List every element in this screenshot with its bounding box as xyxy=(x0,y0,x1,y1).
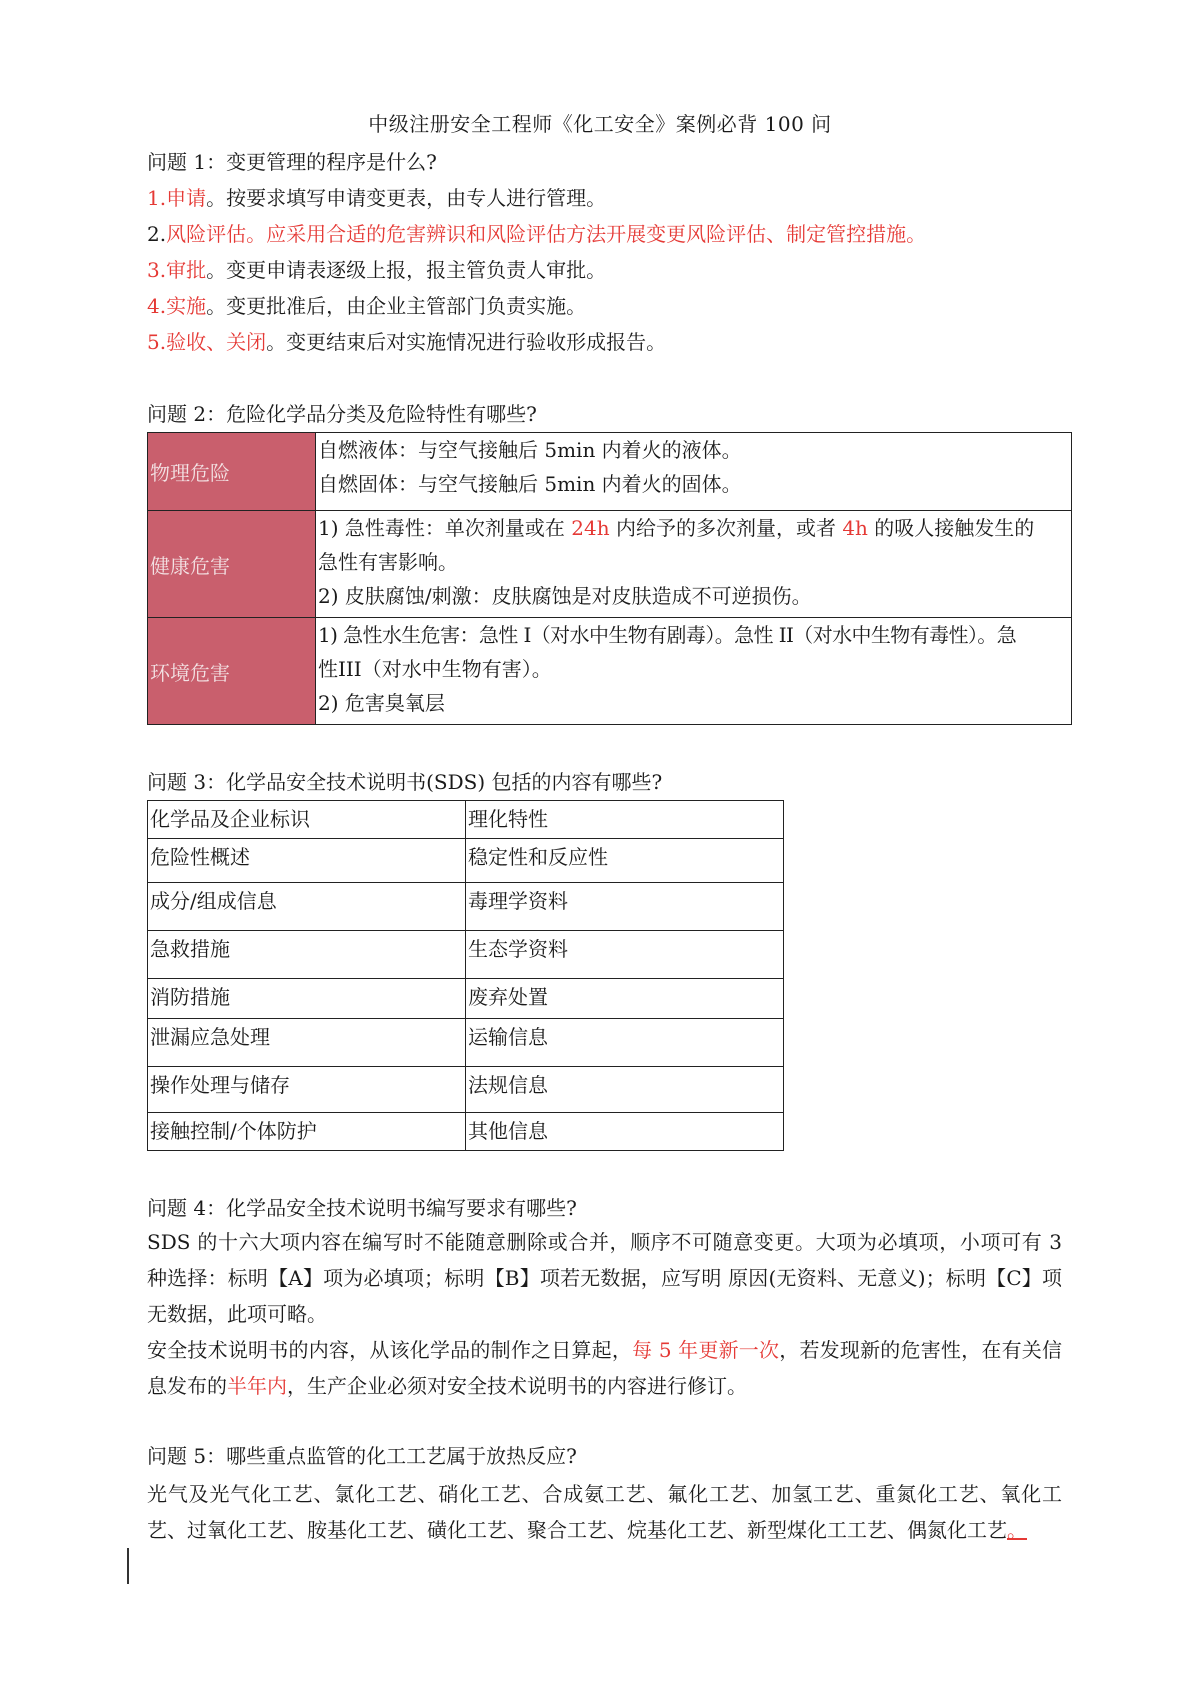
detail-line: 2) 危害臭氧层 xyxy=(318,691,445,715)
q4-highlight: 半年内 xyxy=(227,1374,287,1398)
sds-cell: 化学品及企业标识 xyxy=(148,801,466,839)
q1-item-rest: 。变更申请表逐级上报，报主管负责人审批。 xyxy=(206,258,607,282)
sds-cell: 接触控制/个体防护 xyxy=(148,1113,466,1151)
table-row xyxy=(148,883,784,931)
detail-line: 自燃液体：与空气接触后 5min 内着火的液体。 xyxy=(318,438,742,462)
table-row xyxy=(148,1113,784,1151)
q5-tail: 。 xyxy=(1007,1518,1027,1542)
table-row xyxy=(148,511,1072,618)
sds-cell: 生态学资料 xyxy=(466,931,784,979)
table-row xyxy=(148,618,1072,725)
sds-cell: 消防措施 xyxy=(148,979,466,1019)
detail-line: 2) 皮肤腐蚀/刺激：皮肤腐蚀是对皮肤造成不可逆损伤。 xyxy=(318,584,812,608)
q1-item-4 xyxy=(147,290,586,319)
sds-cell: 毒理学资料 xyxy=(466,883,784,931)
q5-text: 光气及光气化工艺、氯化工艺、硝化工艺、合成氨工艺、氟化工艺、加氢工艺、重氮化工艺、氧化工艺、过氧化工艺、胺基化工艺、磺化工艺、聚合工艺、烷基化工艺、新型煤化工工艺、偶氮化工艺 xyxy=(147,1482,1062,1542)
detail-text: 的吸人接触发生的 xyxy=(867,516,1035,540)
q1-item-key: 审批 xyxy=(166,258,207,282)
q1-question: 问题 1：变更管理的程序是什么? xyxy=(147,150,437,174)
q4-paragraph-2 xyxy=(147,1332,1062,1404)
q1-item-rest: 。变更批准后，由企业主管部门负责实施。 xyxy=(206,294,587,318)
q1-item-3 xyxy=(147,254,606,283)
detail-text: 1) 急性毒性：单次剂量或在 xyxy=(318,516,572,540)
hazard-detail xyxy=(316,618,1072,725)
page-title: 中级注册安全工程师《化工安全》案例必背 100 问 xyxy=(368,112,832,136)
q3-question: 问题 3：化学品安全技术说明书(SDS) 包括的内容有哪些? xyxy=(147,770,663,794)
q1-item-num: 5. xyxy=(147,330,167,354)
q1-item-2 xyxy=(147,218,926,247)
q1-item-key: 实施 xyxy=(166,294,207,318)
q4-text: 安全技术说明书的内容，从该化学品的制作之日算起， xyxy=(147,1338,633,1362)
q1-item-num: 3. xyxy=(147,258,167,282)
sds-cell: 危险性概述 xyxy=(148,839,466,883)
sds-cell: 急救措施 xyxy=(148,931,466,979)
text-cursor xyxy=(127,1548,129,1584)
detail-line: 1) 急性水生危害：急性 I（对水中生物有剧毒）。急性 II（对水中生物有毒性）。急 xyxy=(318,623,1017,647)
table-row xyxy=(148,433,1072,511)
sds-table xyxy=(147,800,784,1151)
q1-item-rest: 。变更结束后对实施情况进行验收形成报告。 xyxy=(266,330,667,354)
q5-question: 问题 5：哪些重点监管的化工工艺属于放热反应? xyxy=(147,1444,577,1468)
hazard-detail xyxy=(316,433,1072,511)
detail-highlight: 4h xyxy=(842,516,868,540)
table-row xyxy=(148,1067,784,1113)
q1-item-5 xyxy=(147,326,666,355)
q1-item-num: 4. xyxy=(147,294,167,318)
sds-cell: 稳定性和反应性 xyxy=(466,839,784,883)
q4-text: ，若发现新的危害性，在有关信息发布的 xyxy=(147,1338,1062,1398)
detail-line xyxy=(318,511,1069,545)
table-row xyxy=(148,839,784,883)
sds-cell: 废弃处置 xyxy=(466,979,784,1019)
detail-line: 性III（对水中生物有害）。 xyxy=(318,657,552,681)
sds-cell: 泄漏应急处理 xyxy=(148,1019,466,1067)
hazard-category: 物理危险 xyxy=(148,433,316,511)
detail-line: 急性有害影响。 xyxy=(318,550,458,574)
hazard-category: 环境危害 xyxy=(148,618,316,725)
hazard-table xyxy=(147,432,1072,725)
hazard-detail xyxy=(316,511,1072,618)
q1-item-num: 2. xyxy=(147,222,167,246)
detail-line: 自燃固体：与空气接触后 5min 内着火的固体。 xyxy=(318,472,742,496)
q4-paragraph-1: SDS 的十六大项内容在编写时不能随意删除或合并，顺序不可随意变更。大项为必填项，小项可有 3 种选择：标明【A】项为必填项；标明【B】项若无数据，应写明 原因(无资料、无意义)；标明【C】项无数据，此项可略。 xyxy=(147,1230,1062,1326)
detail-highlight: 24h xyxy=(571,516,610,540)
sds-cell: 其他信息 xyxy=(466,1113,784,1151)
hazard-category: 健康危害 xyxy=(148,511,316,618)
q2-question: 问题 2：危险化学品分类及危险特性有哪些? xyxy=(147,402,537,426)
q4-question: 问题 4：化学品安全技术说明书编写要求有哪些? xyxy=(147,1196,577,1220)
q4-text: ，生产企业必须对安全技术说明书的内容进行修订。 xyxy=(287,1374,747,1398)
q5-answer xyxy=(147,1476,1062,1548)
sds-cell: 操作处理与储存 xyxy=(148,1067,466,1113)
sds-cell: 理化特性 xyxy=(466,801,784,839)
table-row xyxy=(148,979,784,1019)
q1-item-key: 申请 xyxy=(166,186,207,210)
q1-item-num: 1. xyxy=(147,186,167,210)
sds-cell: 成分/组成信息 xyxy=(148,883,466,931)
sds-cell: 运输信息 xyxy=(466,1019,784,1067)
sds-cell: 法规信息 xyxy=(466,1067,784,1113)
table-row xyxy=(148,801,784,839)
q1-item-key: 验收、关闭 xyxy=(166,330,267,354)
q4-highlight: 每 5 年更新一次 xyxy=(632,1338,780,1362)
q1-item-1 xyxy=(147,182,606,211)
q1-item-key: 风险评估。应采用合适的危害辨识和风险评估方法开展变更风险评估、制定管控措施。 xyxy=(166,222,927,246)
table-row xyxy=(148,931,784,979)
detail-text: 内给予的多次剂量，或者 xyxy=(609,516,843,540)
table-row xyxy=(148,1019,784,1067)
q1-item-rest: 。按要求填写申请变更表，由专人进行管理。 xyxy=(206,186,607,210)
